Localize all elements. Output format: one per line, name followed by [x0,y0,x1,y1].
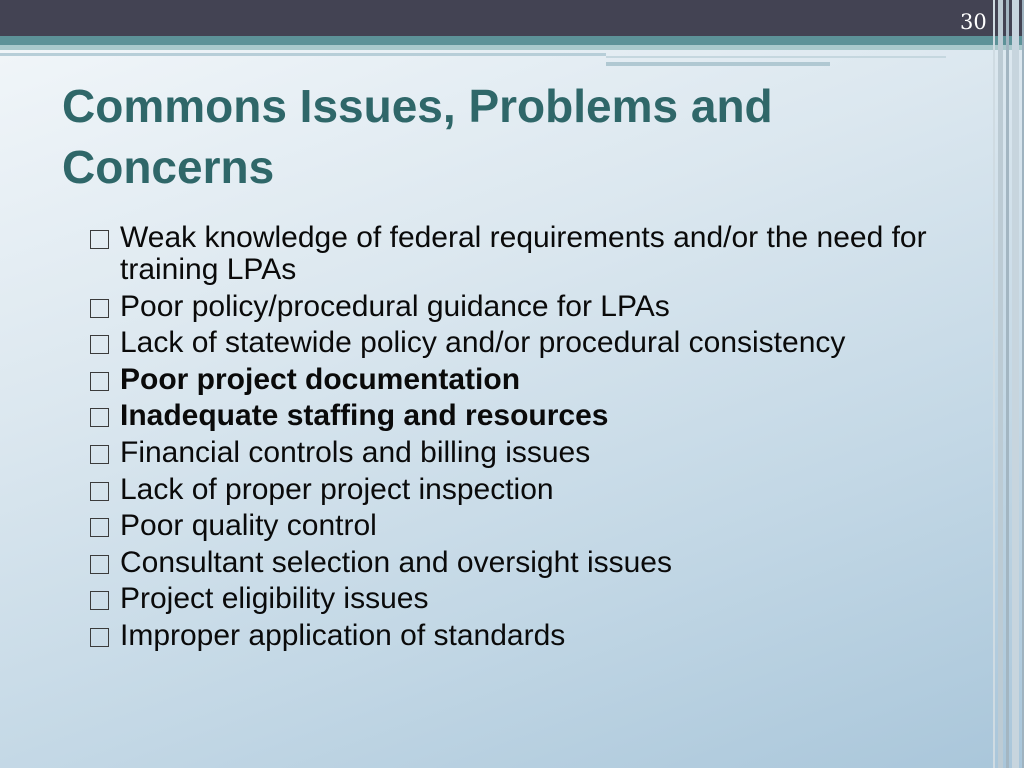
list-item [90,510,970,542]
slide-title: Commons Issues, Problems and Concerns [62,80,773,193]
hollow-square-icon [90,518,109,537]
hollow-square-icon [90,299,109,318]
hollow-square-icon [90,591,109,610]
bullet-list [90,222,970,657]
decorative-rule [0,53,606,56]
top-bar [0,0,1024,36]
list-item [90,222,970,286]
list-item [90,364,970,396]
accent-band-light [0,45,1024,50]
list-item-text: Weak knowledge of federal requirements and/or the need for training LPAs [120,221,927,286]
list-item-text: Improper application of standards [120,618,566,652]
list-item-text: Project eligibility issues [120,582,429,616]
list-item [90,474,970,506]
list-item [90,620,970,652]
list-item-text: Lack of statewide policy and/or procedural consistency [120,326,846,360]
right-edge-stripes [984,0,1024,768]
list-item-text: Poor quality control [120,509,377,543]
accent-band [0,36,1024,45]
hollow-square-icon [90,555,109,574]
decorative-rule [606,56,946,58]
hollow-square-icon [90,628,109,647]
list-item [90,547,970,579]
hollow-square-icon [90,482,109,501]
hollow-square-icon [90,408,109,427]
decorative-rule [606,62,830,66]
list-item-text: Poor project documentation [120,362,521,396]
list-item [90,400,970,432]
slide-number: 30 [960,10,987,34]
list-item [90,327,970,359]
hollow-square-icon [90,230,109,249]
list-item [90,291,970,323]
list-item [90,583,970,615]
list-item-text: Inadequate staffing and resources [120,399,609,433]
list-item-text: Consultant selection and oversight issues [120,545,672,579]
list-item-text: Financial controls and billing issues [120,435,591,469]
list-item [90,437,970,469]
hollow-square-icon [90,372,109,391]
list-item-text: Poor policy/procedural guidance for LPAs [120,289,670,323]
hollow-square-icon [90,445,109,464]
hollow-square-icon [90,335,109,354]
list-item-text: Lack of proper project inspection [120,472,554,506]
